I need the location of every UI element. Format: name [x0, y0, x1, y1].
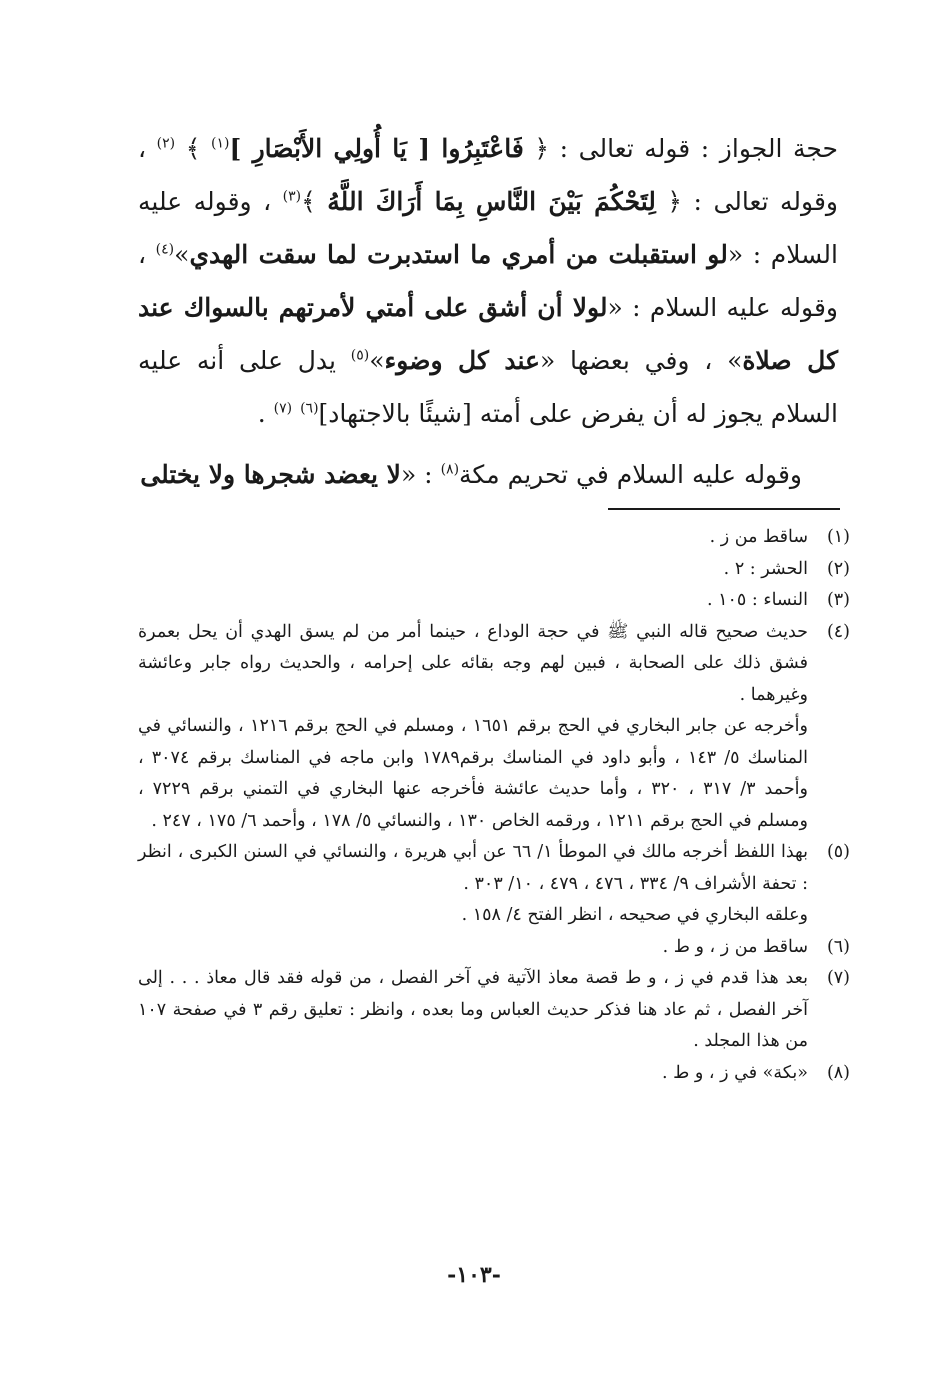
footnote-number: (١)	[826, 527, 850, 547]
footnote-5	[138, 837, 850, 932]
footnote-4	[138, 617, 850, 838]
footnote-ref: (٤)	[155, 241, 175, 258]
text-run: ﴾	[175, 134, 211, 163]
footnote-text-continued: وأخرجه عن جابر البخاري في الحج برقم ١٦٥١ ، ومسلم في الحج برقم ١٢١٦ ، والنسائي في المناسك ٥/ ١٤٣ ، وأبو داود في المناسك برقم١٧٨٩ وابن ماجه في المناسك برقم ٣٠٧٤ ، وأحمد ٣/ ٣١٧ ، ٣٢٠ ، وأما حديث عائشة فأخرجه عنها البخاري في التمني برقم ٧٢٢٩ ، ومسلم في الحج برقم ١٢١١ ، ورقمه الخاص ١٣٠ ، والنسائي ٥/ ١٧٨ ، وأحمد ٦/ ١٧٥ ، ٢٤٧ .	[138, 716, 808, 831]
footnote-ref: (٢)	[156, 135, 176, 152]
footnote-number: (٤)	[826, 621, 850, 642]
footnote-text: ساقط من ز ، و ط .	[662, 936, 808, 957]
footnote-number: (٦)	[826, 936, 850, 957]
text-run: حجة الجواز : قوله تعالى : ﴿	[523, 134, 839, 163]
footnote-divider	[608, 508, 840, 510]
paragraph-1	[138, 122, 838, 440]
footnote-number: (٥)	[826, 842, 850, 862]
footnote-ref: (٥)	[350, 347, 370, 364]
footnote-number: (٣)	[826, 590, 850, 610]
footnote-text: بعد هذا قدم في ز ، و ط قصة معاذ الآتية في آخر الفصل ، من قوله فقد قال معاذ . . . إلى آخر الفصل ، ثم عاد هنا فذكر حديث العباس وما بعده ، وانظر : تعليق رقم ٣ في صفحة ١٠٧ من هذا المجلد .	[138, 968, 809, 1051]
text-run: » ، وفي بعضها «	[539, 346, 743, 375]
text-run: »	[174, 240, 190, 269]
footnote-6	[138, 932, 850, 964]
text-run: يدل على أنه عليه السلام يجوز له أن يفرض على أمته [شيئًا بالاجتهاد]	[138, 346, 838, 428]
footnote-text: ساقط من ز .	[709, 527, 808, 547]
text-run: ، وقوله عليه السلام : «	[138, 240, 838, 322]
footnote-text: «بكة» في ز ، و ط .	[662, 1062, 808, 1083]
text-run: : «	[400, 460, 441, 489]
footnote-3	[138, 585, 850, 617]
footnote-ref: (٨)	[440, 461, 460, 478]
hadith-text: لا يعضد شجرها ولا يختلى	[140, 460, 401, 489]
footnote-ref: (٧)	[273, 400, 293, 417]
text-run: ﴾	[301, 187, 328, 216]
footnote-text-continued: وعلقه البخاري في صحيحه ، انظر الفتح ٤/ ١٥٨ .	[461, 905, 808, 925]
footnote-text: بهذا اللفظ أخرجه مالك في الموطأ ١/ ٦٦ عن أبي هريرة ، والنسائي في السنن الكبرى ، انظر : تحفة الأشراف ٩/ ٣٣٤ ، ٤٧٦ ، ٤٧٩ ، ١٠/ ٣٠٣ .	[138, 842, 808, 894]
footnote-2	[138, 554, 850, 586]
footnote-text: حديث صحيح قاله النبي ﷺ في حجة الوداع ، حينما أمر من لم يسق الهدي أن يحل بعمرة فشق ذلك على الصحابة ، فبين لهم وجه بقائه على إحرامه ، والحديث رواه جابر وعائشة وغيرهما .	[138, 621, 808, 705]
footnote-ref: (١)	[210, 135, 230, 152]
hadith-text: لولا أن أشق على أمتي لأمرتهم بالسواك عند كل صلاة	[138, 293, 839, 375]
text-run: ، وقوله عليه السلام : «	[138, 187, 838, 269]
hadith-text: لو استقبلت من أمري ما استدبرت لما سقت الهدي	[189, 240, 728, 269]
page-number: -١٠٣-	[447, 1262, 501, 1288]
quran-verse: فَاعْتَبِرُوا [ يَا أُولِي الأَبْصَارِ ]	[229, 134, 524, 163]
footnote-8	[138, 1058, 850, 1090]
footnote-number: (٧)	[826, 968, 850, 988]
footnote-ref: (٣)	[282, 188, 302, 205]
paragraph-2	[138, 448, 838, 501]
text-run: وقوله عليه السلام في تحريم مكة	[459, 460, 802, 489]
text-run: .	[257, 399, 274, 428]
hadith-text: عند كل وضوء	[384, 346, 540, 375]
footnote-ref: (٦)	[300, 400, 319, 417]
quran-verse: لِتَحْكُمَ بَيْنَ النَّاسِ بِمَا أَرَاكَ اللَّهُ	[327, 187, 656, 216]
footnotes	[138, 522, 850, 1089]
text-run: »	[369, 346, 385, 375]
footnote-number: (٢)	[826, 558, 850, 579]
footnote-1	[138, 522, 850, 554]
footnote-number: (٨)	[826, 1062, 850, 1083]
main-text	[138, 122, 838, 501]
text-run: ، وقوله تعالى : ﴿	[138, 134, 838, 216]
footnote-text: النساء : ١٠٥ .	[706, 590, 808, 610]
footnote-text: الحشر : ٢ .	[723, 558, 808, 579]
footnote-7	[138, 963, 850, 1058]
